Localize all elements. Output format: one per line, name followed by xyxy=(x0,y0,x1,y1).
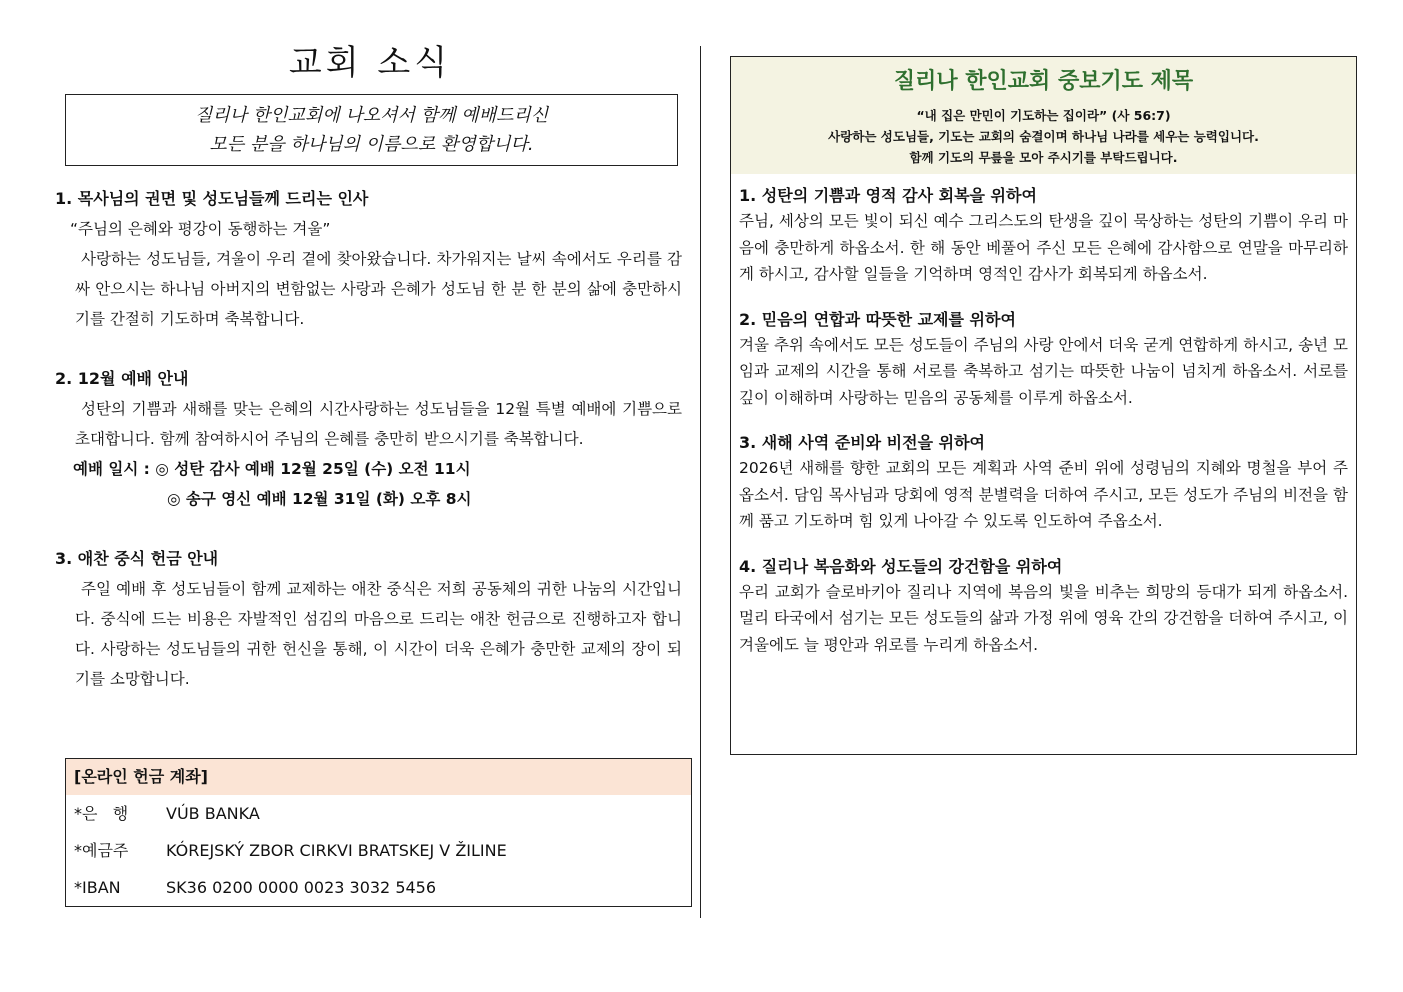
prayer-item xyxy=(739,431,1348,535)
prayer-heading: 2. 믿음의 연합과 따뜻한 교제를 위하여 xyxy=(739,309,1016,329)
section-heading: 1. 목사님의 권면 및 성도님들께 드리는 인사 xyxy=(55,189,369,208)
subtitle-line-3: 함께 기도의 무릎을 모아 주시기를 부탁드립니다. xyxy=(909,150,1178,165)
prayer-heading: 3. 새해 사역 준비와 비전을 위하여 xyxy=(739,433,985,452)
section-heading: 3. 애찬 중식 헌금 안내 xyxy=(55,549,219,568)
prayer-subtitle xyxy=(731,105,1356,168)
church-news-column xyxy=(50,40,690,694)
prayer-text: 주님, 세상의 모든 빛이 되신 예수 그리스도의 탄생을 깊이 묵상하는 성탄의 기쁨이 우리 마음에 충만하게 하옵소서. 한 해 동안 베풀어 주신 모든 은혜에 감사함으로 연말을 마무리하게 하시고, 감사할 일들을 기억하며 영적인 감사가 회복되게 하옵소서. xyxy=(739,212,1348,283)
welcome-line-1: 질리나 한인교회에 나오셔서 함께 예배드리신 xyxy=(194,105,549,126)
section-text: 성탄의 기쁨과 새해를 맞는 은혜의 시간사랑하는 성도님들을 12월 특별 예배에 기쁨으로 초대합니다. 함께 참여하시어 주님의 은혜를 충만히 받으시기를 축복합니다. xyxy=(75,400,682,448)
account-label: *은 행 xyxy=(74,804,129,823)
account-row-holder xyxy=(66,832,691,869)
subtitle-verse: “내 집은 만민이 기도하는 집이라” (사 56:7) xyxy=(916,108,1171,123)
section-quote: “주님의 은혜와 평강이 동행하는 겨울” xyxy=(70,220,331,238)
schedule-line-1 xyxy=(50,454,690,484)
section-december-worship xyxy=(50,364,690,514)
prayer-item xyxy=(739,308,1348,412)
account-label: *예금주 xyxy=(74,841,129,860)
section-greeting xyxy=(50,184,690,334)
account-row-iban xyxy=(66,869,691,906)
prayer-heading: 4. 질리나 복음화와 성도들의 강건함을 위하여 xyxy=(739,556,1063,576)
online-offering-account-box xyxy=(65,758,692,907)
welcome-box xyxy=(65,94,678,166)
section-text: 사랑하는 성도님들, 겨울이 우리 곁에 찾아왔습니다. 차가워지는 날씨 속에서도 우리를 감싸 안으시는 하나님 아버지의 변함없는 사랑과 은혜가 성도님 한 분 한 분의 삶에 충만하시기를 간절히 기도하며 축복합니다. xyxy=(75,250,682,328)
account-heading: [온라인 헌금 계좌] xyxy=(66,759,691,795)
schedule-christmas: ◎ 성탄 감사 예배 12월 25일 (수) 오전 11시 xyxy=(155,460,471,478)
schedule-newyear: ◎ 송구 영신 예배 12월 31일 (화) 오후 8시 xyxy=(167,490,472,508)
subtitle-line-2: 사랑하는 성도님들, 기도는 교회의 숨결이며 하나님 나라를 세우는 능력입니다. xyxy=(828,129,1259,144)
prayer-header xyxy=(731,57,1356,174)
account-label: *IBAN xyxy=(74,878,121,897)
prayer-item xyxy=(739,555,1348,659)
page-title: 교회 소식 xyxy=(288,43,452,83)
account-value: VÚB BANKA xyxy=(166,804,260,823)
section-text: 주일 예배 후 성도님들이 함께 교제하는 애찬 중식은 저희 공동체의 귀한 나눔의 시간입니다. 중식에 드는 비용은 자발적인 섬김의 마음으로 드리는 애찬 헌금으로 진행하고자 합니다. 사랑하는 성도님들의 귀한 헌신을 통해, 이 시간이 더욱 은혜가 충만한 교제의 장이 되기를 소망합니다. xyxy=(75,580,682,688)
account-value: KÓREJSKÝ ZBOR CIRKVI BRATSKEJ V ŽILINE xyxy=(166,841,507,860)
prayer-text: 2026년 새해를 향한 교회의 모든 계획과 사역 준비 위에 성령님의 지혜와 명철을 부어 주옵소서. 담임 목사님과 당회에 영적 분별력을 더하여 주시고, 모든 성도가 주님의 비전을 함께 품고 기도하며 힘 있게 나아갈 수 있도록 인도하여 주옵소서. xyxy=(739,459,1348,530)
prayer-heading: 1. 성탄의 기쁨과 영적 감사 회복을 위하여 xyxy=(739,186,1037,205)
prayer-item xyxy=(739,184,1348,288)
account-row-bank xyxy=(66,795,691,832)
prayer-topics-box xyxy=(730,56,1357,755)
prayer-list xyxy=(731,184,1356,658)
welcome-line-2: 모든 분을 하나님의 이름으로 환영합니다. xyxy=(209,134,534,155)
account-value: SK36 0200 0000 0023 3032 5456 xyxy=(166,878,437,897)
prayer-title: 질리나 한인교회 중보기도 제목 xyxy=(893,69,1194,94)
prayer-text: 겨울 추위 속에서도 모든 성도들이 주님의 사랑 안에서 더욱 굳게 연합하게 하시고, 송년 모임과 교제의 시간을 통해 서로를 축복하고 섬기는 따뜻한 나눔이 넘치게 하옵소서. 서로를 깊이 이해하며 사랑하는 믿음의 공동체를 이루게 하옵소서. xyxy=(739,335,1348,407)
column-divider xyxy=(700,46,701,918)
prayer-text: 우리 교회가 슬로바키아 질리나 지역에 복음의 빛을 비추는 희망의 등대가 되게 하옵소서. 멀리 타국에서 섬기는 모든 성도들의 삶과 가정 위에 영육 간의 강건함을 더하여 주시고, 이 겨울에도 늘 평안과 위로를 누리게 하옵소서. xyxy=(739,582,1348,654)
schedule-label: 예배 일시 : xyxy=(73,460,150,478)
section-heading: 2. 12월 예배 안내 xyxy=(55,369,189,388)
section-lunch-offering xyxy=(50,544,690,694)
